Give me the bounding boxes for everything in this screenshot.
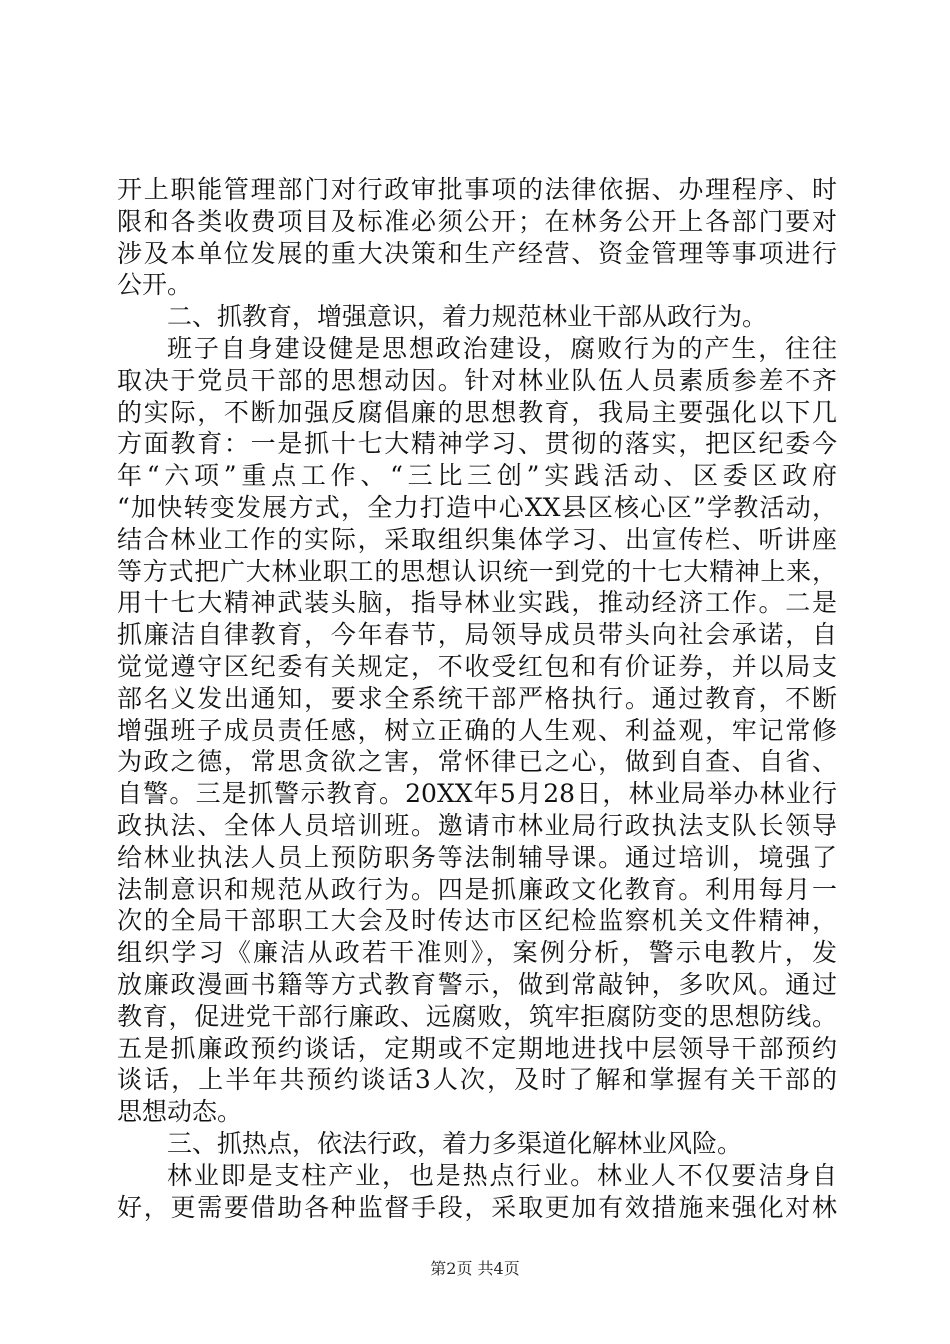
text-line: 三、抓热点，依法行政，着力多渠道化解林业风险。 bbox=[167, 1128, 743, 1158]
text-line: 法制意识和规范从政行为。四是抓廉政文化教育。利用每月一 bbox=[117, 874, 837, 904]
text-line: 组织学习《廉洁从政若干准则》，案例分析，警示电教片，发 bbox=[117, 938, 837, 968]
text-line: 好，更需要借助各种监督手段，采取更加有效措施来强化对林 bbox=[117, 1192, 837, 1222]
text-line: 年“六项”重点工作、“三比三创”实践活动、区委区政府 bbox=[117, 461, 837, 491]
text-line: 次的全局干部职工大会及时传达市区纪检监察机关文件精神， bbox=[117, 906, 837, 936]
text-line: 用十七大精神武装头脑，指导林业实践，推动经济工作。二是 bbox=[117, 588, 837, 618]
page-footer: 第2页 共4页 bbox=[430, 1259, 520, 1278]
text-line: 五是抓廉政预约谈话，定期或不定期地进找中层领导干部预约 bbox=[117, 1033, 837, 1063]
text-line: 开上职能管理部门对行政审批事项的法律依据、办理程序、时 bbox=[117, 175, 837, 204]
text-line: 方面教育：一是抓十七大精神学习、贯彻的落实，把区纪委今 bbox=[117, 429, 837, 459]
text-line: 二、抓教育，增强意识，着力规范林业干部从政行为。 bbox=[167, 302, 768, 332]
text-line: 增强班子成员责任感，树立正确的人生观、利益观，牢记常修 bbox=[117, 715, 837, 745]
text-line: 部名义发出通知，要求全系统干部严格执行。通过教育，不断 bbox=[117, 683, 837, 713]
text-line: 教育，促进党干部行廉政、远腐败，筑牢拒腐防变的思想防线。 bbox=[117, 1001, 837, 1031]
text-line: 谈话，上半年共预约谈话3人次，及时了解和掌握有关干部的 bbox=[117, 1065, 837, 1095]
text-line: 限和各类收费项目及标准必须公开；在林务公开上各部门要对 bbox=[117, 206, 837, 236]
text-line: 公开。 bbox=[117, 270, 193, 300]
text-line: 政执法、全体人员培训班。邀请市林业局行政执法支队长领导 bbox=[117, 810, 837, 840]
text-line: 给林业执法人员上预防职务等法制辅导课。通过培训，境强了 bbox=[117, 842, 837, 872]
text-line: 等方式把广大林业职工的思想认识统一到党的十七大精神上来， bbox=[117, 556, 837, 586]
document-body bbox=[117, 174, 837, 1223]
text-line: 结合林业工作的实际，采取组织集体学习、出宣传栏、听讲座 bbox=[117, 524, 837, 554]
text-line: 自警。三是抓警示教育。20XX年5月28日，林业局举办林业行 bbox=[117, 779, 837, 809]
text-line: 班子自身建设健是思想政治建设，腐败行为的产生，往往 bbox=[167, 333, 837, 363]
text-line: 取决于党员干部的思想动因。针对林业队伍人员素质参差不齐 bbox=[117, 365, 837, 395]
text-line: 抓廉洁自律教育，今年春节，局领导成员带头向社会承诺，自 bbox=[117, 620, 837, 650]
text-line: 放廉政漫画书籍等方式教育警示，做到常敲钟，多吹风。通过 bbox=[117, 969, 837, 999]
text-line: 为政之德，常思贪欲之害，常怀律已之心，做到自查、自省、 bbox=[117, 747, 837, 777]
text-line: 涉及本单位发展的重大决策和生产经营、资金管理等事项进行 bbox=[117, 238, 837, 268]
text-line: “加快转变发展方式，全力打造中心XX县区核心区”学教活动， bbox=[117, 492, 837, 522]
text-line: 林业即是支柱产业，也是热点行业。林业人不仅要洁身自 bbox=[167, 1160, 837, 1190]
text-line: 觉觉遵守区纪委有关规定，不收受红包和有价证券，并以局支 bbox=[117, 651, 837, 681]
text-line: 思想动态。 bbox=[117, 1097, 243, 1127]
text-line: 的实际，不断加强反腐倡廉的思想教育，我局主要强化以下几 bbox=[117, 397, 837, 427]
